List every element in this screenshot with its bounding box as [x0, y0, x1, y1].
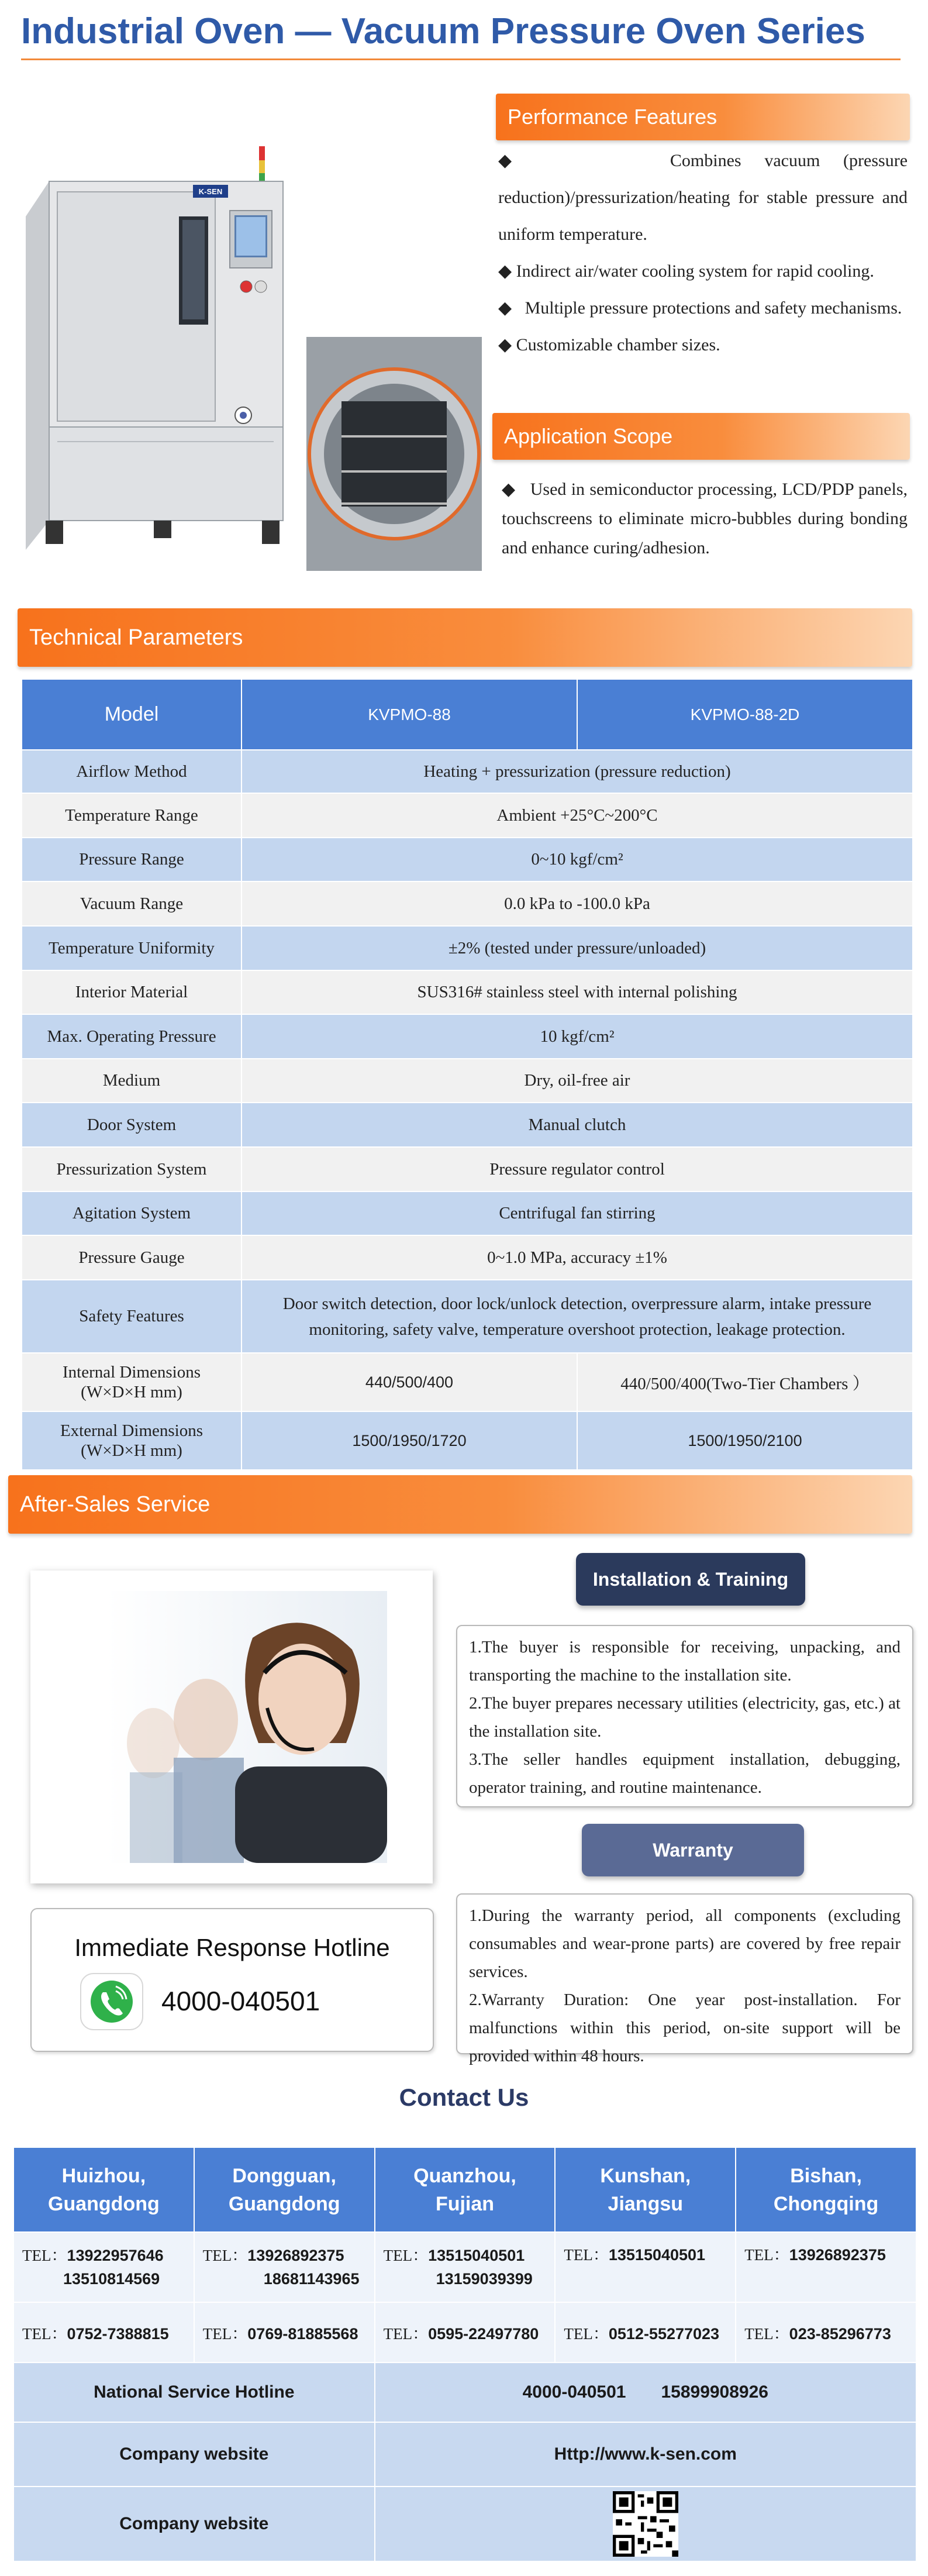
after-sales-title: After-Sales Service — [20, 1492, 211, 1517]
mobile-cell: TEL：13515040501 — [555, 2232, 736, 2302]
param-value: 10 kgf/cm² — [242, 1014, 913, 1059]
mobile-row — [13, 2232, 916, 2302]
param-label: Temperature Range — [22, 793, 242, 838]
hotline-title: Immediate Response Hotline — [74, 1934, 390, 1961]
param-label: Door System — [22, 1103, 242, 1147]
installation-item: 1.The buyer is responsible for receiving, unpacking, and transporting the machine to the installation site. — [469, 1638, 901, 1685]
warranty-label: Warranty — [582, 1824, 804, 1876]
landline-cell: TEL：023-85296773 — [736, 2302, 916, 2363]
landline-cell: TEL：0512-55277023 — [555, 2302, 736, 2363]
param-value: SUS316# stainless steel with internal polishing — [242, 970, 913, 1014]
performance-features-heading — [496, 94, 910, 140]
landline-row — [13, 2302, 916, 2363]
national-hotline-row — [13, 2363, 916, 2422]
diamond-bullet-icon: ◆ — [502, 480, 516, 499]
mobile-cell: TEL：13926892375 18681143965 — [194, 2232, 375, 2302]
landline-cell: TEL：0595-22497780 — [375, 2302, 556, 2363]
param-value: 0~10 kgf/cm² — [242, 838, 913, 881]
table-row — [22, 1411, 913, 1470]
warranty-box — [456, 1893, 913, 2065]
param-label: Pressure Gauge — [22, 1235, 242, 1280]
table-row — [22, 1059, 913, 1103]
vacuum-oven-machine-image — [22, 146, 297, 556]
param-label: Temperature Uniformity — [22, 926, 242, 970]
param-label: Pressurization System — [22, 1147, 242, 1191]
table-row — [22, 1353, 913, 1411]
param-value: Manual clutch — [242, 1103, 913, 1147]
support-agent-photo-frame — [30, 1571, 433, 1883]
param-value: 0~1.0 MPa, accuracy ±1% — [242, 1235, 913, 1280]
feature-item: ◆ Customizable chamber sizes. — [498, 335, 720, 354]
brand-label: K-SEN — [198, 187, 223, 196]
param-label: Internal Dimensions (W×D×H mm) — [22, 1353, 242, 1411]
param-value: 1500/1950/2100 — [577, 1411, 913, 1470]
param-value: Door switch detection, door lock/unlock detection, overpressure alarm, intake pressure monitoring, safety valve, temperature overshoot protection, leakage protection. — [242, 1280, 913, 1353]
national-hotline-label: National Service Hotline — [13, 2363, 375, 2422]
qr-cell — [375, 2487, 916, 2561]
table-row — [22, 970, 913, 1014]
param-label: Safety Features — [22, 1280, 242, 1353]
contact-header-row — [13, 2147, 916, 2232]
param-value: 440/500/400(Two-Tier Chambers ） — [577, 1353, 913, 1411]
param-value: 1500/1950/1720 — [242, 1411, 577, 1470]
feature-item: ◆ Indirect air/water cooling system for rapid cooling. — [498, 261, 874, 281]
param-value: Pressure regulator control — [242, 1147, 913, 1191]
param-value: ±2% (tested under pressure/unloaded) — [242, 926, 913, 970]
table-row — [22, 1191, 913, 1235]
table-row — [22, 838, 913, 881]
location-dongguan: Dongguan, Guangdong — [194, 2147, 375, 2232]
title-divider — [21, 58, 901, 60]
technical-parameters-heading — [18, 608, 912, 667]
diamond-bullet-icon: ◆ — [498, 298, 512, 318]
param-label: Vacuum Range — [22, 881, 242, 926]
param-label: Medium — [22, 1059, 242, 1103]
param-label: Interior Material — [22, 970, 242, 1014]
installation-training-label: Installation & Training — [576, 1553, 805, 1606]
location-kunshan: Kunshan, Jiangsu — [555, 2147, 736, 2232]
mobile-cell: TEL：13922957646 13510814569 — [13, 2232, 194, 2302]
param-value: 440/500/400 — [242, 1353, 577, 1411]
performance-features-list — [498, 142, 908, 363]
immediate-response-hotline-box — [30, 1908, 434, 2052]
column-header-model: Model — [22, 679, 242, 750]
contact-us-title: Contact Us — [399, 2083, 529, 2111]
installation-item: 3.The seller handles equipment installation, debugging, operator training, and routine maintenance. — [469, 1750, 901, 1797]
mobile-cell: TEL：13926892375 — [736, 2232, 916, 2302]
table-row — [22, 1280, 913, 1353]
table-row — [22, 793, 913, 838]
hotline-number[interactable]: 4000-040501 — [161, 1986, 320, 2016]
diamond-bullet-icon: ◆ — [498, 261, 512, 281]
feature-item: ◆ Multiple pressure protections and safety mechanisms. — [498, 298, 902, 318]
param-label: Agitation System — [22, 1191, 242, 1235]
diamond-bullet-icon: ◆ — [498, 151, 531, 170]
warranty-item: 2.Warranty Duration: One year post-installation. For malfunctions within this period, on-site support will be provided within 48 hours. — [469, 1990, 901, 2065]
page-title: Industrial Oven — Vacuum Pressure Oven Series — [21, 11, 865, 51]
param-label: Max. Operating Pressure — [22, 1014, 242, 1059]
warranty-item: 1.During the warranty period, all components (excluding consumables and wear-prone parts) are covered by free repair services. — [469, 1906, 901, 1981]
website-label: Company website — [13, 2422, 375, 2487]
technical-parameters-title: Technical Parameters — [29, 625, 243, 650]
column-header-kvpmo-88-2d: KVPMO-88-2D — [577, 679, 913, 750]
after-sales-heading — [8, 1475, 912, 1534]
national-hotline-numbers[interactable]: 4000-040501 15899908926 — [375, 2363, 916, 2422]
column-header-kvpmo-88: KVPMO-88 — [242, 679, 577, 750]
table-row — [22, 750, 913, 793]
param-label: Pressure Range — [22, 838, 242, 881]
table-row — [22, 1103, 913, 1147]
param-value: Heating + pressurization (pressure reduction) — [242, 750, 913, 793]
phone-icon — [80, 1972, 144, 2031]
feature-item: ◆ Combines vacuum (pressure reduction)/pressurization/heating for stable pressure and uniform temperature. — [498, 151, 908, 244]
landline-cell: TEL：0752-7388815 — [13, 2302, 194, 2363]
website-link[interactable]: Http://www.k-sen.com — [375, 2422, 916, 2487]
installation-training-box — [456, 1625, 913, 1807]
table-header-row — [22, 679, 913, 750]
table-row — [22, 1147, 913, 1191]
param-value: Ambient +25°C~200°C — [242, 793, 913, 838]
param-value: 0.0 kPa to -100.0 kPa — [242, 881, 913, 926]
table-row — [22, 926, 913, 970]
website-row — [13, 2422, 916, 2487]
qr-row — [13, 2487, 916, 2561]
application-scope-text: ◆ Used in semiconductor processing, LCD/PDP panels, touchscreens to eliminate micro-bubbles during bonding and enhance curing/adhesion. — [502, 480, 908, 557]
table-row — [22, 1014, 913, 1059]
qr-label: Company website — [13, 2487, 375, 2561]
landline-cell: TEL：0769-81885568 — [194, 2302, 375, 2363]
oven-chamber-interior-image — [306, 337, 482, 571]
application-scope-title: Application Scope — [504, 424, 673, 448]
param-label: External Dimensions (W×D×H mm) — [22, 1411, 242, 1470]
diamond-bullet-icon: ◆ — [498, 335, 512, 354]
location-huizhou: Huizhou, Guangdong — [13, 2147, 194, 2232]
location-bishan: Bishan, Chongqing — [736, 2147, 916, 2232]
table-row — [22, 881, 913, 926]
mobile-cell: TEL：13515040501 13159039399 — [375, 2232, 556, 2302]
qr-code-icon[interactable] — [613, 2491, 678, 2557]
application-scope-heading — [492, 413, 910, 460]
technical-parameters-table — [21, 679, 913, 1470]
support-agent-photo — [106, 1591, 387, 1863]
performance-features-title: Performance Features — [508, 105, 717, 129]
param-value: Dry, oil-free air — [242, 1059, 913, 1103]
location-quanzhou: Quanzhou, Fujian — [375, 2147, 556, 2232]
param-value: Centrifugal fan stirring — [242, 1191, 913, 1235]
param-label: Airflow Method — [22, 750, 242, 793]
table-row — [22, 1235, 913, 1280]
installation-item: 2.The buyer prepares necessary utilities (electricity, gas, etc.) at the installation site. — [469, 1694, 901, 1741]
contact-table — [13, 2147, 917, 2562]
